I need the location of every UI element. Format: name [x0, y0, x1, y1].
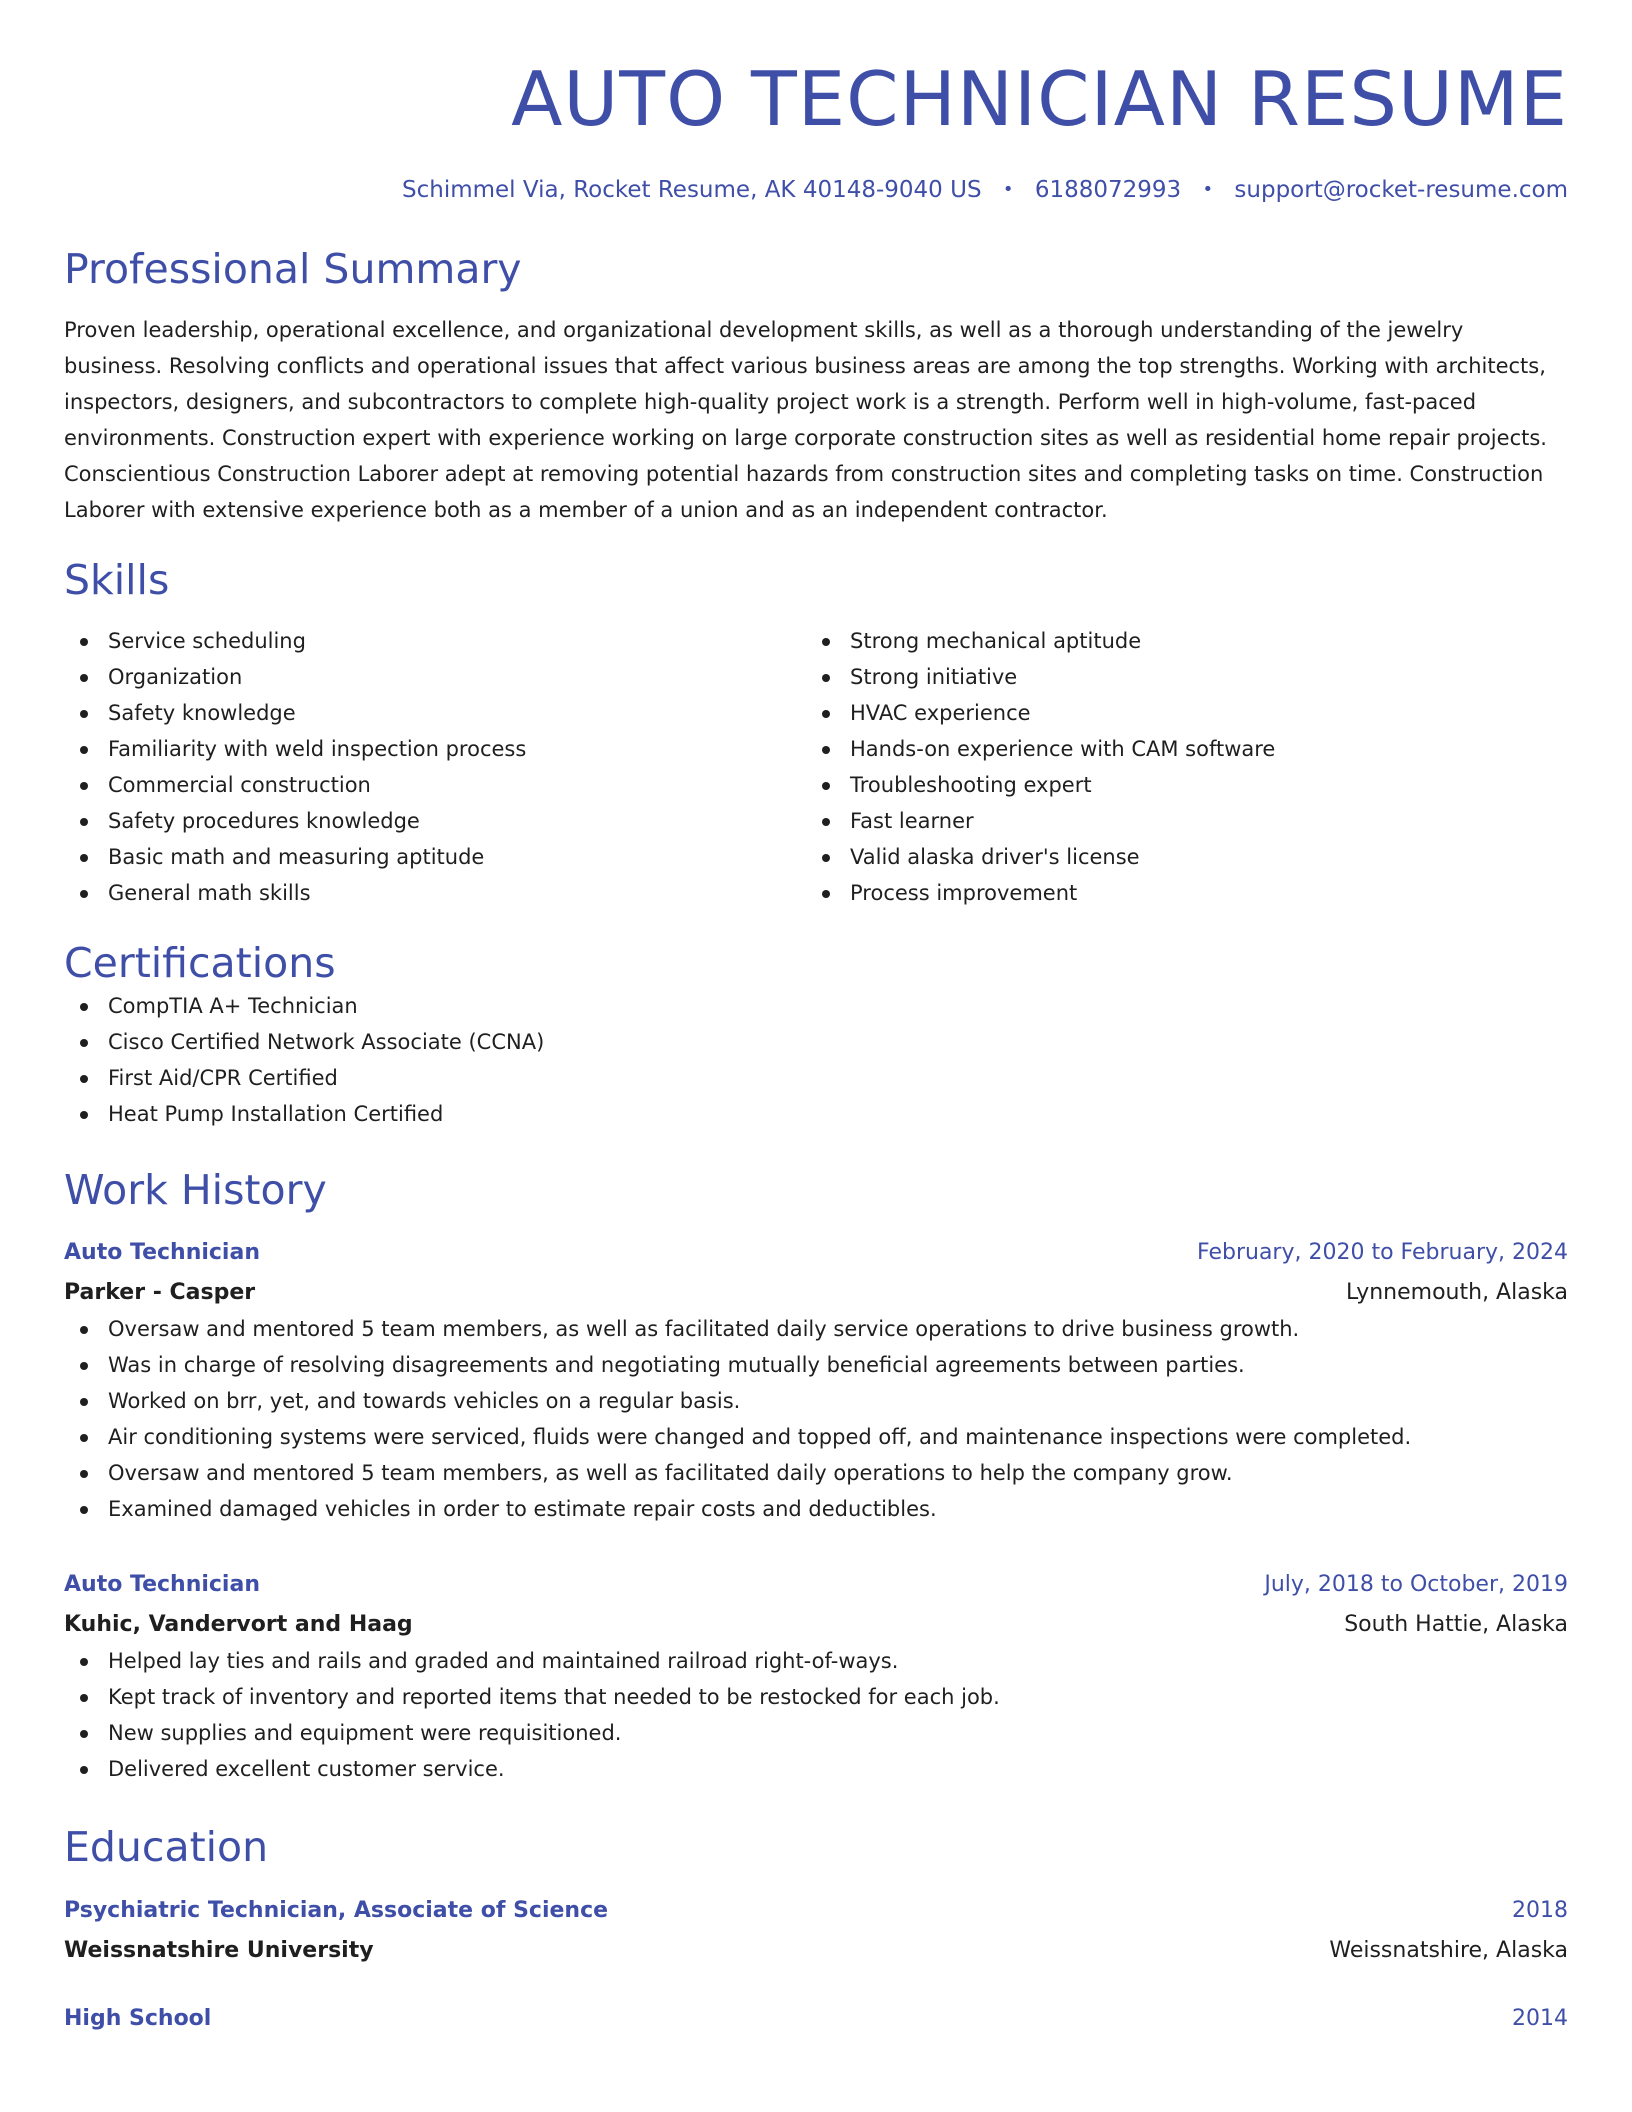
- skill-item: Basic math and measuring aptitude: [64, 839, 806, 875]
- certification-item: Heat Pump Installation Certified: [64, 1096, 1568, 1132]
- job-bullet: Examined damaged vehicles in order to estimate repair costs and deductibles.: [64, 1491, 1568, 1527]
- contact-phone: 6188072993: [1034, 177, 1182, 203]
- job-bullets: [64, 1643, 1568, 1787]
- job-bullet: Delivered excellent customer service.: [64, 1751, 1568, 1787]
- job-dates: July, 2018 to October, 2019: [1264, 1572, 1568, 1598]
- skills-column-left: [64, 623, 806, 911]
- job-bullet: New supplies and equipment were requisitioned.: [64, 1715, 1568, 1751]
- resume-title: AUTO TECHNICIAN RESUME: [511, 55, 1568, 143]
- job-bullets: [64, 1311, 1568, 1527]
- contact-email: support@rocket-resume.com: [1234, 177, 1568, 203]
- job-location: Lynnemouth, Alaska: [1345, 1280, 1568, 1306]
- certification-item: First Aid/CPR Certified: [64, 1060, 1568, 1096]
- skills-heading: Skills: [64, 555, 170, 604]
- contact-address: Schimmel Via, Rocket Resume, AK 40148-9040 US: [402, 177, 982, 203]
- job-title: Auto Technician: [64, 1572, 260, 1598]
- certification-item: Cisco Certified Network Associate (CCNA): [64, 1024, 1568, 1060]
- certification-item: CompTIA A+ Technician: [64, 988, 1568, 1024]
- skill-item: Organization: [64, 659, 806, 695]
- skill-item: Strong initiative: [806, 659, 1548, 695]
- job-bullet: Kept track of inventory and reported items that needed to be restocked for each job.: [64, 1679, 1568, 1715]
- job-entry: [64, 1235, 1568, 1527]
- certifications-heading: Certifications: [64, 938, 336, 987]
- job-company-row: [64, 1603, 1568, 1643]
- skills-column-right: [806, 623, 1548, 911]
- education-degree: Psychiatric Technician, Associate of Science: [64, 1897, 609, 1923]
- education-entry: [64, 2001, 1568, 2037]
- skill-item: Safety procedures knowledge: [64, 803, 806, 839]
- skill-item: General math skills: [64, 875, 806, 911]
- education-degree: High School: [64, 2005, 212, 2031]
- contact-line: [64, 177, 1568, 205]
- job-bullet: Oversaw and mentored 5 team members, as well as facilitated daily service operations to drive business growth.: [64, 1311, 1568, 1347]
- skills-list-left: [64, 623, 806, 911]
- education-entry: [64, 1893, 1568, 1969]
- education-year: 2014: [1512, 2005, 1568, 2031]
- job-header-row: [64, 1567, 1568, 1603]
- education-header-row: [64, 1893, 1568, 1929]
- education-school-row: [64, 1929, 1568, 1969]
- skills-list-right: [806, 623, 1548, 911]
- job-company: Parker - Casper: [64, 1280, 256, 1306]
- skill-item: Strong mechanical aptitude: [806, 623, 1548, 659]
- skills-grid: [64, 623, 1568, 911]
- work-history-heading: Work History: [64, 1166, 327, 1215]
- job-entry: [64, 1567, 1568, 1787]
- job-dates: February, 2020 to February, 2024: [1197, 1240, 1568, 1266]
- education-location: Weissnatshire, Alaska: [1329, 1937, 1568, 1963]
- job-title: Auto Technician: [64, 1240, 260, 1266]
- skill-item: Valid alaska driver's license: [806, 839, 1548, 875]
- skill-item: Troubleshooting expert: [806, 767, 1548, 803]
- skill-item: Familiarity with weld inspection process: [64, 731, 806, 767]
- job-header-row: [64, 1235, 1568, 1271]
- education-header-row: [64, 2001, 1568, 2037]
- job-bullet: Worked on brr, yet, and towards vehicles on a regular basis.: [64, 1383, 1568, 1419]
- skill-item: Service scheduling: [64, 623, 806, 659]
- job-bullet: Was in charge of resolving disagreements and negotiating mutually beneficial agreements between parties.: [64, 1347, 1568, 1383]
- job-bullet: Oversaw and mentored 5 team members, as well as facilitated daily operations to help the company grow.: [64, 1455, 1568, 1491]
- job-location: South Hattie, Alaska: [1344, 1612, 1568, 1638]
- skill-item: Hands-on experience with CAM software: [806, 731, 1548, 767]
- skill-item: Process improvement: [806, 875, 1548, 911]
- education-heading: Education: [64, 1823, 269, 1872]
- certifications-list: [64, 988, 1568, 1132]
- skill-item: Fast learner: [806, 803, 1548, 839]
- contact-separator: •: [1002, 179, 1014, 200]
- education-year: 2018: [1512, 1897, 1568, 1923]
- education-school: Weissnatshire University: [64, 1937, 374, 1963]
- skill-item: Safety knowledge: [64, 695, 806, 731]
- summary-text: Proven leadership, operational excellence, and organizational development skills, as well as a thorough understanding of the jewelry business. Resolving conflicts and operational issues that affect various business areas are among the top strengths. Working with architects, inspectors, designers, and subcontractors to complete high-quality project work is a strength. Perform well in high-volume, fast-paced environments. Construction expert with experience working on large corporate construction sites as well as residential home repair projects. Conscientious Construction Laborer adept at removing potential hazards from construction sites and completing tasks on time. Construction Laborer with extensive experience both as a member of a union and as an independent contractor.: [64, 317, 1547, 522]
- skill-item: Commercial construction: [64, 767, 806, 803]
- skill-item: HVAC experience: [806, 695, 1548, 731]
- contact-separator: •: [1202, 179, 1214, 200]
- job-bullet: Air conditioning systems were serviced, fluids were changed and topped off, and maintenance inspections were completed.: [64, 1419, 1568, 1455]
- job-company-row: [64, 1271, 1568, 1311]
- job-company: Kuhic, Vandervort and Haag: [64, 1612, 413, 1638]
- job-bullet: Helped lay ties and rails and graded and maintained railroad right-of-ways.: [64, 1643, 1568, 1679]
- summary-heading: Professional Summary: [64, 244, 522, 293]
